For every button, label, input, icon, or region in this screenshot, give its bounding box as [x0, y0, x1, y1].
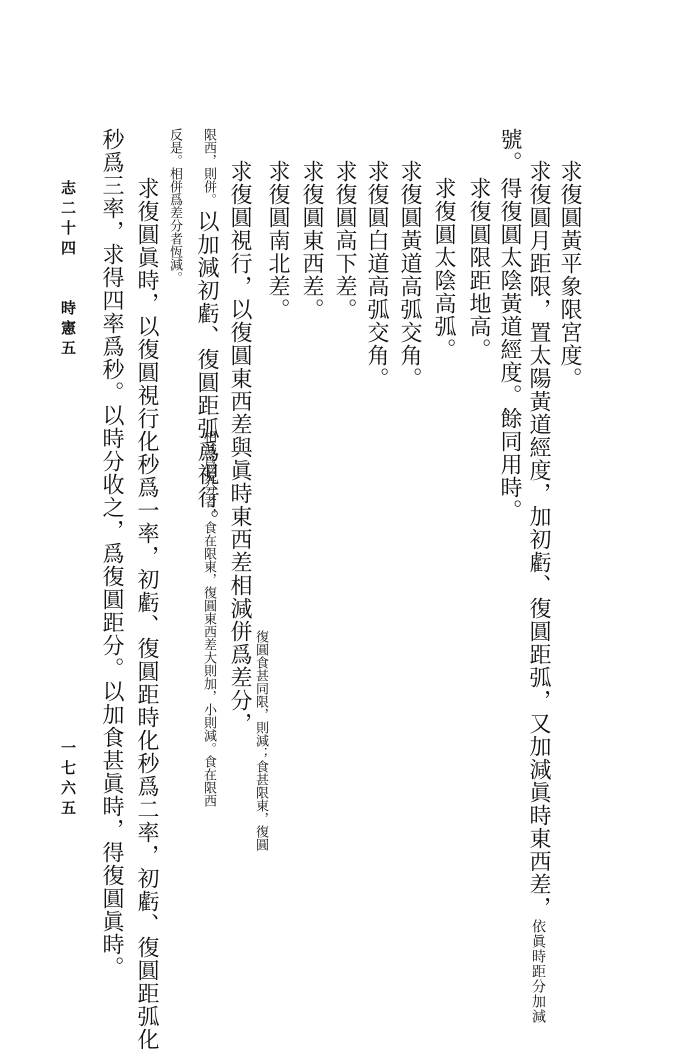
text-column-11: 求復圓南北差。 [265, 160, 290, 321]
text-column-2 [527, 160, 549, 1024]
text-column-4: 得復圓太陰黃道經度。餘同用時。 [497, 177, 522, 522]
text-column-6: 求復圓太陰高弧。 [431, 177, 456, 361]
column-2-note: 依眞時距分加減 [530, 919, 546, 1024]
text-column-13: 以加減初虧、復圓距弧爲視行。 [194, 210, 219, 532]
text-column-7: 求復圓黃道高弧交角。 [397, 160, 422, 390]
text-column-10: 求復圓東西差。 [299, 160, 324, 321]
text-column-15: 求復圓眞時，以復圓視行化秒爲一率，初虧、復圓距時化秒爲二率，初虧、復圓距弧化 [134, 177, 159, 1051]
text-column-5: 求復圓限距地高。 [466, 177, 491, 361]
column-13-note-top: 限西，則併。 [201, 128, 216, 206]
column-13-note-right: 相減爲差分者，食在限東，復圓東西差大則加，小則減。食在限西 [201, 430, 216, 807]
text-column-1: 求復圓黃平象限宮度。 [557, 160, 582, 390]
chapter-title: 志二十四 [59, 180, 77, 260]
text-column-12: 求復圓視行，以復圓東西差與眞時東西差相減併爲差分， [227, 160, 252, 735]
column-14-note-top: 反是。相併爲差分者恆減。 [167, 128, 182, 284]
text-column-16: 秒爲三率，求得四率爲秒。以時分收之，爲復圓距分。以加食甚眞時，得復圓眞時。 [99, 128, 124, 979]
text-column-3: 號。 [497, 128, 522, 174]
column-12-note-right: 復圓食甚同限，則減；食甚限東，復圓 [253, 630, 268, 851]
text-column-8: 求復圓白道高弧交角。 [364, 160, 389, 390]
column-2-main-text: 求復圓月距限，置太陽黃道經度，加初虧、復圓距弧，又加減眞時東西差， [526, 160, 551, 919]
page-number: 一七六五 [59, 740, 77, 820]
section-title: 時憲五 [59, 300, 77, 360]
text-column-9: 求復圓高下差。 [332, 160, 357, 321]
